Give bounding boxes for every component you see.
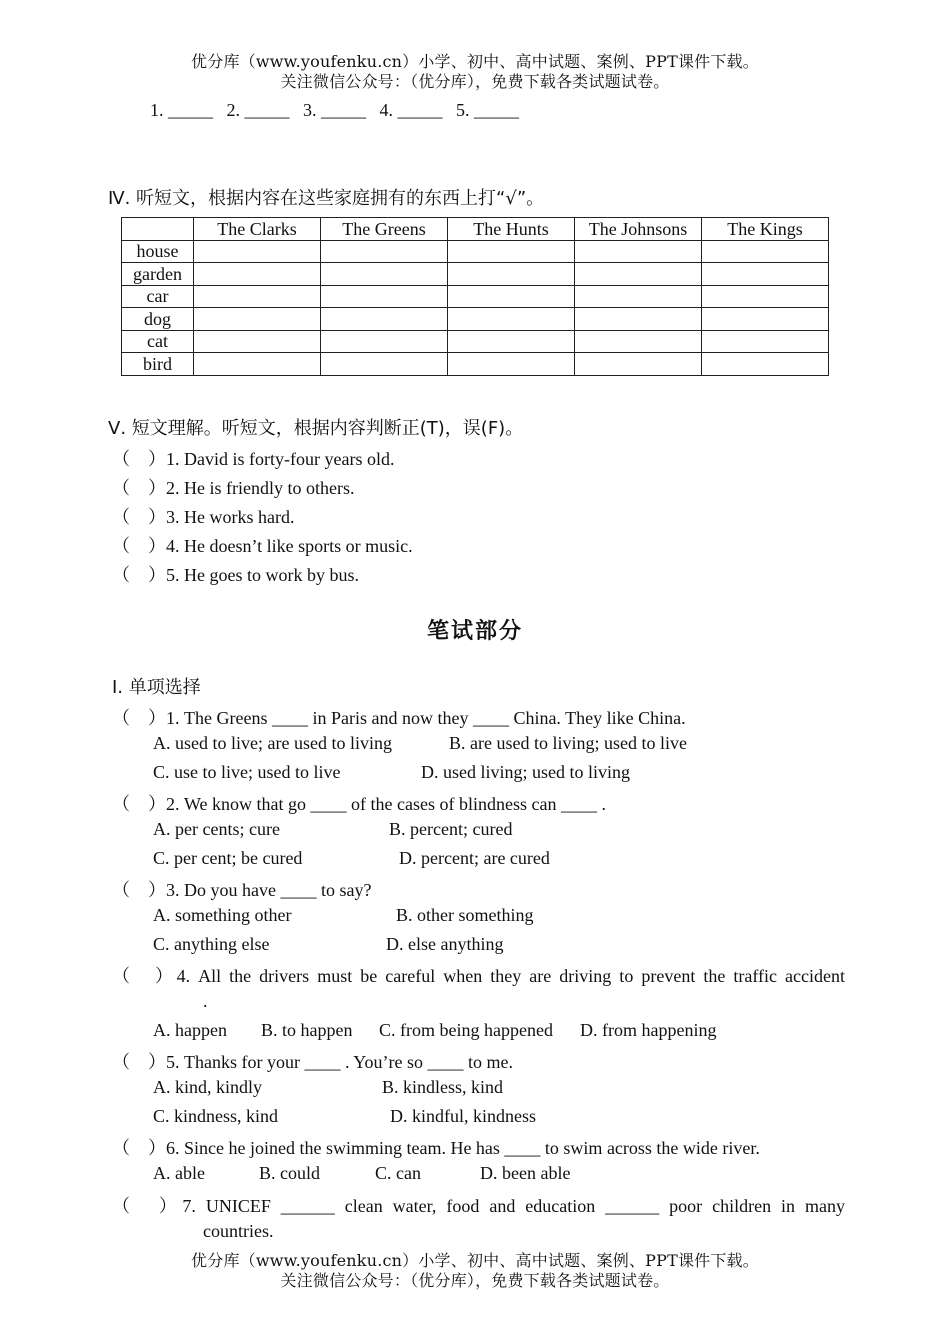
q2-option-d: D. percent; are cured: [399, 848, 550, 868]
q5-option-b: B. kindless, kind: [382, 1077, 504, 1097]
part-1-heading: Ⅰ. 单项选择: [112, 677, 201, 698]
section-4-heading: Ⅳ. 听短文，根据内容在这些家庭拥有的东西上打“√”。: [108, 188, 545, 209]
check-cell[interactable]: [575, 263, 702, 286]
check-cell[interactable]: [448, 240, 575, 263]
table-row: [122, 308, 829, 331]
tf-item: （ ）3. He works hard.: [112, 507, 295, 527]
table-row: [122, 263, 829, 286]
q3-option-a: A. something other: [153, 905, 292, 925]
q4-option-a: A. happen: [153, 1020, 227, 1040]
check-cell[interactable]: [321, 308, 448, 331]
q4-option-d: D. from happening: [580, 1020, 717, 1040]
q2-option-c: C. per cent; be cured: [153, 848, 303, 868]
q3-option-d: D. else anything: [386, 934, 504, 954]
question-6: （ ）6. Since he joined the swimming team. He has ____ to swim across the wide river.: [112, 1138, 760, 1158]
check-cell[interactable]: [448, 285, 575, 308]
check-cell[interactable]: [702, 285, 829, 308]
q6-option-c: C. can: [375, 1163, 421, 1183]
check-cell[interactable]: [702, 240, 829, 263]
column-header: The Hunts: [448, 218, 575, 241]
check-cell[interactable]: [321, 330, 448, 353]
column-header: The Kings: [702, 218, 829, 241]
question-4: （ ）4. All the drivers must be careful when they are driving to prevent the traffic accident: [112, 966, 845, 986]
footer-line-1: 优分库（www.youfenku.cn）小学、初中、高中试题、案例、PPT课件下载。: [191, 1251, 759, 1270]
table-row: [122, 353, 829, 376]
question-7-continuation: countries.: [203, 1221, 274, 1241]
q6-option-d: D. been able: [480, 1163, 571, 1183]
answer-blanks-line: 1. _____ 2. _____ 3. _____ 4. _____ 5. _____: [150, 100, 519, 120]
table-corner-cell: [122, 218, 194, 241]
check-cell[interactable]: [448, 330, 575, 353]
row-label: dog: [122, 308, 194, 331]
check-cell[interactable]: [448, 263, 575, 286]
row-label: bird: [122, 353, 194, 376]
q2-option-a: A. per cents; cure: [153, 819, 280, 839]
question-5: （ ）5. Thanks for your ____ . You’re so ____ to me.: [112, 1052, 513, 1072]
q3-option-b: B. other something: [396, 905, 534, 925]
q1-option-b: B. are used to living; used to live: [449, 733, 687, 753]
q1-option-a: A. used to live; are used to living: [153, 733, 392, 753]
q5-option-c: C. kindness, kind: [153, 1106, 279, 1126]
check-cell[interactable]: [194, 308, 321, 331]
q2-option-b: B. percent; cured: [389, 819, 513, 839]
check-cell[interactable]: [575, 285, 702, 308]
table-row: [122, 240, 829, 263]
row-label: garden: [122, 263, 194, 286]
question-7: （ ）7. UNICEF ______ clean water, food and education ______ poor children in many: [112, 1196, 845, 1216]
tf-item: （ ）1. David is forty-four years old.: [112, 449, 395, 469]
question-4-continuation: .: [203, 991, 208, 1011]
q5-option-d: D. kindful, kindness: [390, 1106, 536, 1126]
check-cell[interactable]: [575, 240, 702, 263]
q4-option-b: B. to happen: [261, 1020, 353, 1040]
written-section-title: 笔试部分: [426, 619, 523, 644]
check-cell[interactable]: [575, 308, 702, 331]
column-header: The Clarks: [194, 218, 321, 241]
check-cell[interactable]: [321, 263, 448, 286]
check-cell[interactable]: [702, 353, 829, 376]
q6-option-a: A. able: [153, 1163, 205, 1183]
table-row: [122, 330, 829, 353]
column-header: The Johnsons: [575, 218, 702, 241]
table-row: [122, 285, 829, 308]
table-header-row: [122, 218, 829, 241]
check-cell[interactable]: [448, 308, 575, 331]
column-header: The Greens: [321, 218, 448, 241]
footer-line-2: 关注微信公众号：（优分库），免费下载各类试题试卷。: [280, 1271, 670, 1290]
check-cell[interactable]: [448, 353, 575, 376]
check-cell[interactable]: [575, 353, 702, 376]
check-cell[interactable]: [321, 240, 448, 263]
check-cell[interactable]: [702, 308, 829, 331]
check-cell[interactable]: [194, 353, 321, 376]
q6-option-b: B. could: [259, 1163, 320, 1183]
check-cell[interactable]: [575, 330, 702, 353]
check-cell[interactable]: [194, 330, 321, 353]
check-cell[interactable]: [702, 330, 829, 353]
check-cell[interactable]: [321, 285, 448, 308]
q4-option-c: C. from being happened: [379, 1020, 553, 1040]
header-line-1: 优分库（www.youfenku.cn）小学、初中、高中试题、案例、PPT课件下载。: [191, 52, 759, 71]
question-1: （ ）1. The Greens ____ in Paris and now they ____ China. They like China.: [112, 708, 686, 728]
check-cell[interactable]: [194, 263, 321, 286]
row-label: house: [122, 240, 194, 263]
check-cell[interactable]: [321, 353, 448, 376]
ownership-table: [121, 217, 829, 376]
tf-item: （ ）5. He goes to work by bus.: [112, 565, 359, 585]
question-2: （ ）2. We know that go ____ of the cases of blindness can ____ .: [112, 794, 606, 814]
section-5-heading: Ⅴ. 短文理解。听短文，根据内容判断正(T)，误(F)。: [108, 418, 524, 439]
check-cell[interactable]: [194, 285, 321, 308]
check-cell[interactable]: [702, 263, 829, 286]
q1-option-c: C. use to live; used to live: [153, 762, 341, 782]
row-label: car: [122, 285, 194, 308]
row-label: cat: [122, 330, 194, 353]
q1-option-d: D. used living; used to living: [421, 762, 630, 782]
q3-option-c: C. anything else: [153, 934, 270, 954]
tf-item: （ ）4. He doesn’t like sports or music.: [112, 536, 413, 556]
question-3: （ ）3. Do you have ____ to say?: [112, 880, 372, 900]
tf-item: （ ）2. He is friendly to others.: [112, 478, 355, 498]
q5-option-a: A. kind, kindly: [153, 1077, 263, 1097]
header-line-2: 关注微信公众号：（优分库），免费下载各类试题试卷。: [280, 72, 670, 91]
check-cell[interactable]: [194, 240, 321, 263]
